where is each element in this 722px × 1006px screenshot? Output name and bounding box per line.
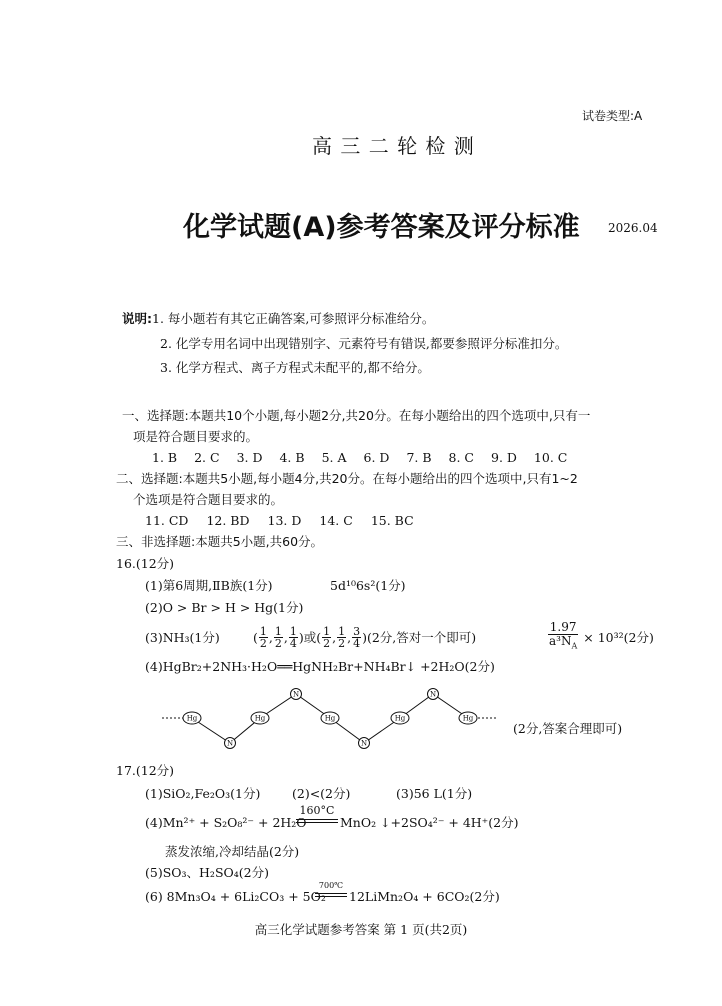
fraction: $\frac{3}{4}$ (353, 624, 361, 650)
fraction: $\frac{1}{2}$ (259, 624, 267, 650)
density-tail: × 10³²(2分) (583, 630, 654, 645)
paren: ( (253, 629, 258, 645)
section1-answers (152, 450, 567, 466)
answer-item: 15. BC (370, 513, 414, 528)
answer-item: 2. C (194, 450, 220, 465)
note-item: 1. 每小题若有其它正确答案,可参照评分标准给分。 (152, 311, 435, 326)
hg-label: Hg (186, 714, 198, 723)
hg-label: Hg (254, 714, 266, 723)
section3-heading: 三、非选择题:本题共5小题,共60分。 (116, 534, 324, 549)
answer-item: 3. D (236, 450, 263, 465)
q16-coordinates: ( $\frac{1}{2}$ , $\frac{1}{2}$ , $\frac{1}{4}$ )或( $\frac{1}{2}$ , $\frac{1}{2}$ , $\frac{3}{4}$ )(2分,答对一个即可) (253, 624, 477, 650)
hg-n-chain-diagram (150, 682, 510, 752)
n-label: N (292, 690, 300, 699)
density-fraction: $\frac{1.97}{a^3N_A}$ (549, 620, 578, 651)
notes-label: 说明: (122, 311, 152, 326)
q16-part4: (4)HgBr₂+2NH₃·H₂O══HgNH₂Br+NH₄Br↓ +2H₂O(2分) (145, 659, 495, 674)
n-label: N (429, 690, 437, 699)
answer-item: 12. BD (206, 513, 250, 528)
equals-arrow (296, 819, 338, 823)
answer-item: 7. B (406, 450, 432, 465)
answer-item: 13. D (267, 513, 302, 528)
q16-part1b: 5d¹⁰6s²(1分) (330, 578, 406, 593)
answer-item: 8. C (448, 450, 474, 465)
section1-heading-cont: 项是符合题目要求的。 (133, 429, 259, 444)
q17-part5: (5)SO₃、H₂SO₄(2分) (145, 865, 269, 880)
equals-arrow (315, 893, 347, 897)
answer-item: 5. A (321, 450, 347, 465)
q17-part4-right: MnO₂ ↓+2SO₄²⁻ + 4H⁺(2分) (340, 815, 519, 830)
document-title: 化学试题(A)参考答案及评分标准 (183, 212, 580, 243)
q16-header: 16.(12分) (116, 556, 175, 571)
reaction-condition: 700℃ (318, 881, 344, 890)
answer-item: 6. D (363, 450, 390, 465)
note-item: 2. 化学专用名词中出现错别字、元素符号有错误,都要参照评分标准扣分。 (160, 336, 568, 351)
q17-part2: (2)<(2分) (292, 786, 351, 801)
document-date: 2026.04 (608, 221, 658, 235)
n-label: N (360, 739, 368, 748)
paren: )或( (298, 630, 322, 645)
answer-item: 1. B (152, 450, 178, 465)
paper-type: 试卷类型:A (582, 109, 643, 123)
answer-item: 10. C (533, 450, 568, 465)
q17-part3: (3)56 L(1分) (396, 786, 473, 801)
q17-header: 17.(12分) (116, 763, 175, 778)
section2-heading: 二、选择题:本题共5小题,每小题4分,共20分。在每小题给出的四个选项中,只有1~2 (116, 471, 578, 486)
q16-part2: (2)O > Br > H > Hg(1分) (145, 600, 304, 615)
fraction: $\frac{1}{4}$ (289, 624, 297, 650)
q16-part1a: (1)第6周期,ⅡB族(1分) (145, 578, 273, 593)
section2-answers (145, 513, 414, 529)
answer-item: 14. C (319, 513, 353, 528)
fraction: $\frac{1}{2}$ (274, 624, 282, 650)
fraction: $\frac{1}{2}$ (323, 624, 331, 650)
page-footer: 高三化学试题参考答案 第 1 页(共2页) (254, 922, 468, 937)
q17-part6-left: (6) 8Mn₃O₄ + 6Li₂CO₃ + 5O₂ (145, 889, 326, 904)
section2-heading-cont: 个选项是符合题目要求的。 (133, 492, 284, 507)
paren: )(2分,答对一个即可) (362, 630, 477, 645)
hg-label: Hg (394, 714, 406, 723)
reaction-condition: 160°C (299, 804, 335, 817)
notes-line-1 (122, 311, 434, 327)
q17-part6-right: 12LiMn₂O₄ + 6CO₂(2分) (349, 889, 500, 904)
answer-item: 11. CD (145, 513, 189, 528)
fraction: $\frac{1}{2}$ (338, 624, 346, 650)
q17-part1: (1)SiO₂,Fe₂O₃(1分) (145, 786, 261, 801)
n-label: N (226, 739, 234, 748)
q17-part4-extra: 蒸发浓缩,冷却结晶(2分) (165, 844, 300, 859)
exam-name: 高 三 二 轮 检 测 (312, 134, 475, 158)
answer-item: 4. B (279, 450, 305, 465)
note-item: 3. 化学方程式、离子方程式未配平的,都不给分。 (160, 360, 430, 375)
q17-part4-left: (4)Mn²⁺ + S₂O₈²⁻ + 2H₂O (145, 815, 307, 830)
hg-label: Hg (462, 714, 474, 723)
hg-label: Hg (324, 714, 336, 723)
answer-item: 9. D (491, 450, 517, 465)
q16-chain-note: (2分,答案合理即可) (513, 721, 623, 736)
section1-heading: 一、选择题:本题共10个小题,每小题2分,共20分。在每小题给出的四个选项中,只有一 (122, 408, 591, 423)
q16-density (547, 619, 654, 655)
q16-part3a: (3)NH₃(1分) (145, 630, 220, 645)
